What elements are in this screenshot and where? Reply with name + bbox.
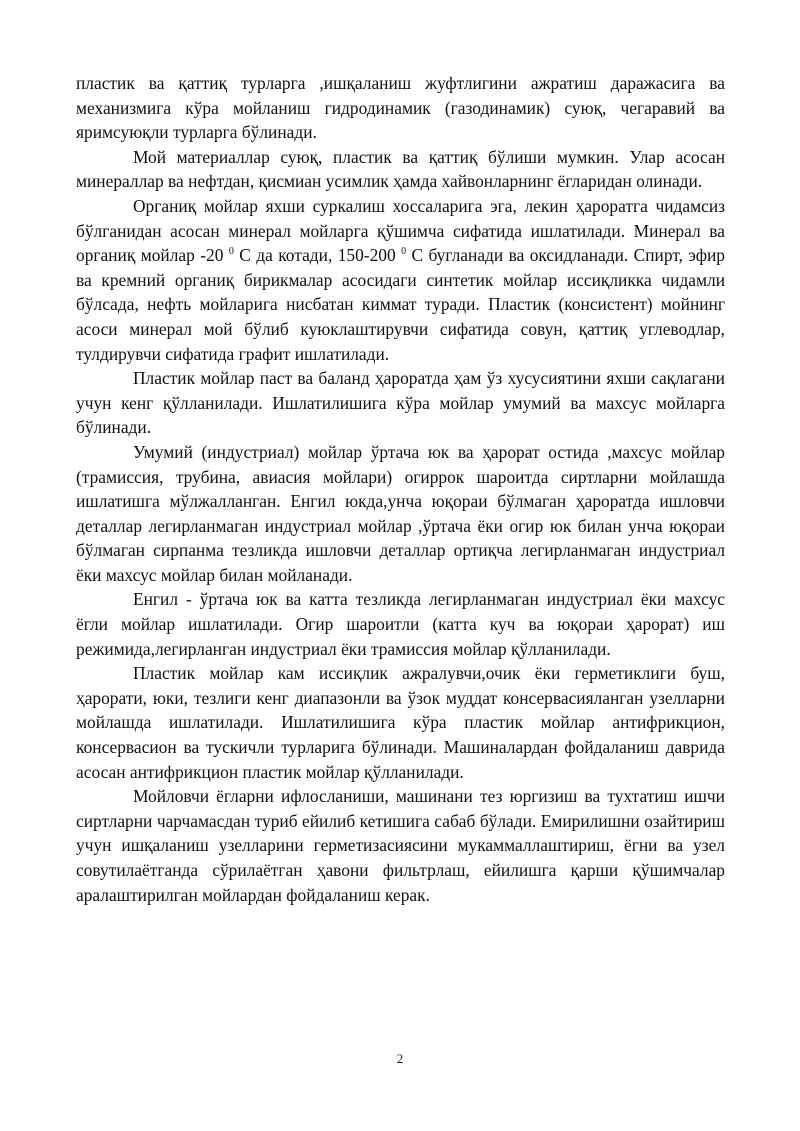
paragraph-1: пластик ва қаттиқ турларга ,ишқаланиш жуфтлигини ажратиш даражасига ва механизмига кўра мойланиш гидродинамик (газодинамик) суюқ, чегаравий ва яримсуюқли турларга бўлинади.: [76, 73, 725, 143]
degree-superscript-2: 0: [401, 246, 407, 258]
paragraph-5: Умумий (индустриал) мойлар ўртача юк ва ҳарорат остида ,махсус мойлар (трамиссия, трубина, авиасия мойлари) огиррок шароитда сиртларни мойлашда ишлатишга мўлжалланган. Енгил юкда,унча юқораи бўлмаган ҳароратда ишловчи деталлар легирланмаган индустриал мойлар ,ўртача ёки огир юк билан унча юқораи бўлмаган сирпанма тезликда ишловчи деталлар ортиқча легирланмаган индустриал ёки махсус мойлар билан мойланади.: [76, 441, 725, 585]
document-body: [76, 71, 725, 907]
paragraph-2: Мой материаллар суюқ, пластик ва қаттиқ бўлиши мумкин. Улар асосан минераллар ва нефтдан, қисмиан усимлик ҳамда хайвонларнинг ёгларидан олинади.: [76, 146, 725, 192]
page-number: 2: [396, 1051, 404, 1066]
paragraph-7: Пластик мойлар кам иссиқлик ажралувчи,очик ёки герметиклиги буш, ҳарорати, юки, тезлиги кенг диапазонли ва ўзок муддат консервасияланган узелларни мойлашда ишлатилади. Ишлатилишига кўра пластик мойлар антифрикцион, консервасион ва тускичли турларига бўлинади. Машиналардан фойдаланиш даврида асосан антифрикцион пластик мойлар қўлланилади.: [76, 663, 725, 782]
paragraph-4: Пластик мойлар паст ва баланд ҳароратда ҳам ўз хусусиятини яхши сақлагани учун кенг қўлланилади. Ишлатилишига кўра мойлар умумий ва махсус мойларга бўлинади.: [76, 368, 725, 438]
degree-superscript-1: 0: [228, 246, 234, 258]
paragraph-3-part-b: С да котади, 150-200: [233, 245, 402, 266]
paragraph-6: Енгил - ўртача юк ва катта тезликда легирланмаган индустриал ёки махсус ёгли мойлар ишлатилади. Огир шароитли (катта куч ва юқораи ҳарорат) иш режимида,легирланган индустриал ёки трамиссия мойлар қўлланилади.: [76, 589, 725, 659]
paragraph-3-part-c: С бугланади ва оксидланади. Спирт, эфир ва кремний органиқ бирикмалар асосидаги синтетик мойлар иссиқликка чидамли бўлсада, нефть мойларига нисбатан киммат туради. Пластик (консистент) мойнинг асоси минерал мой бўлиб куюклаштирувчи сифатида совун, қаттиқ углеводлар, тулдирувчи сифатида графит ишлатилади.: [76, 245, 726, 364]
paragraph-3-part-a: Органиқ мойлар яхши суркалиш хоссаларига эга, лекин ҳароратга чидамсиз бўлганидан асосан минерал мойларга қўшимча сифатида ишлатилади. Минерал ва органиқ мойлар -20: [76, 195, 725, 266]
paragraph-8: Мойловчи ёгларни ифлосланиши, машинани тез юргизиш ва тухтатиш ишчи сиртларни чарчамасдан туриб ейилиб кетишига сабаб бўлади. Емирилишни озайтириш учун ишқаланиш узелларини герметизасиясини мукаммаллаштириш, ёгни ва узел совутилаётганда сўрилаётган ҳавони фильтрлаш, ейилишга қарши қўшимчалар аралаштирилган мойлардан фойдаланиш керак.: [76, 786, 725, 905]
paragraph-3: [76, 194, 725, 366]
